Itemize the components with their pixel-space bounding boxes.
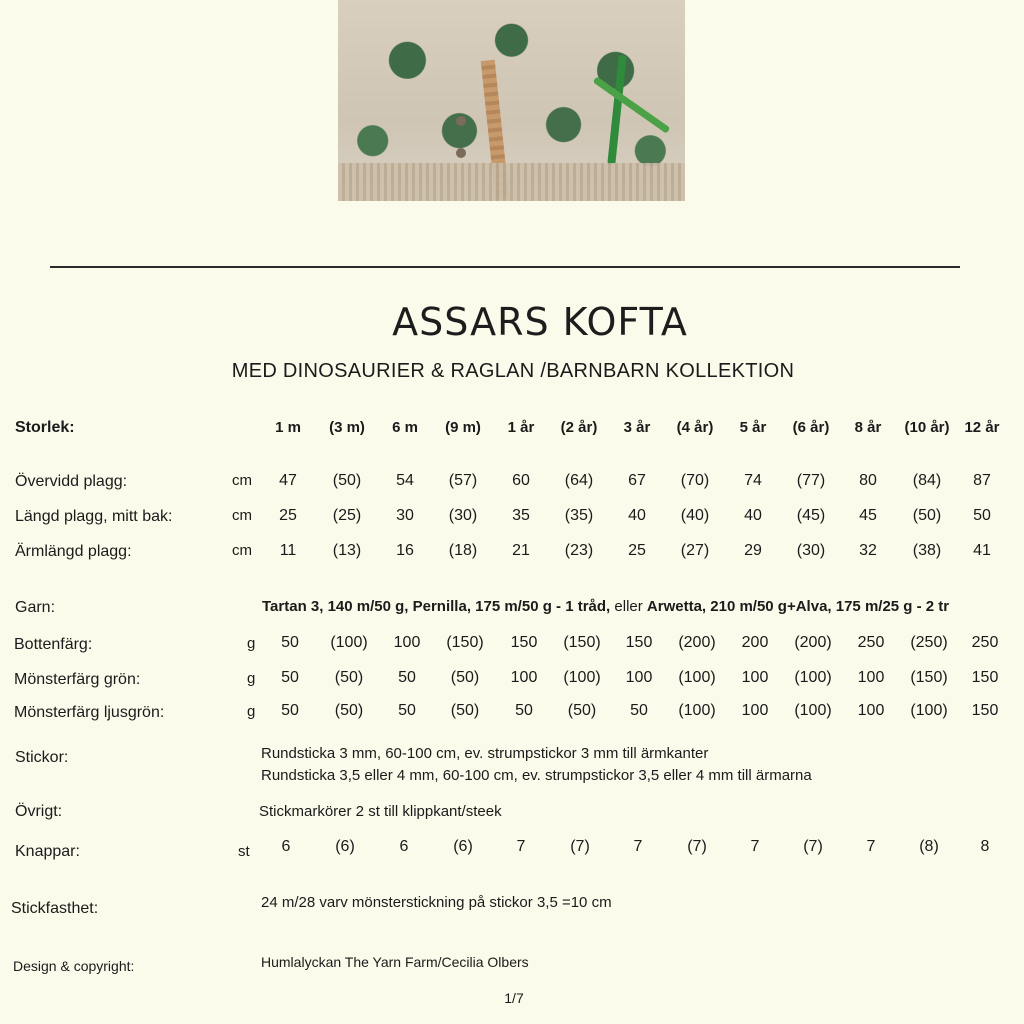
size-cell: 1 m xyxy=(275,419,301,436)
measurement-cell: 29 xyxy=(744,542,762,559)
measurement-cell: (50) xyxy=(912,507,942,524)
measurement-unit: cm xyxy=(232,507,252,524)
knitting-needle xyxy=(593,76,671,133)
size-cell: 12 år xyxy=(964,419,1000,436)
yarn-amount-cell: 100 xyxy=(741,702,769,719)
yarn-amount-cell: 100 xyxy=(741,669,769,686)
measurement-cell: 25 xyxy=(279,507,297,524)
measurement-cell: 30 xyxy=(396,507,414,524)
measurement-cell: (64) xyxy=(564,472,594,489)
measurement-cell: (30) xyxy=(796,542,826,559)
button-count-cell: (7) xyxy=(687,838,707,855)
ribbing xyxy=(338,163,685,201)
yarn-color-label: Mönsterfärg grön: xyxy=(14,671,141,688)
yarn-amount-cell: 100 xyxy=(510,669,538,686)
measurement-cell: 21 xyxy=(512,542,530,559)
size-cell: 3 år xyxy=(623,419,651,436)
measurement-cell: 54 xyxy=(396,472,414,489)
measurement-cell: 67 xyxy=(628,472,646,489)
yarn-amount-cell: 250 xyxy=(971,634,999,651)
size-cell: 8 år xyxy=(854,419,882,436)
measurement-cell: 80 xyxy=(859,472,877,489)
measurement-cell: 40 xyxy=(744,507,762,524)
measurement-cell: (27) xyxy=(680,542,710,559)
measurement-cell: 47 xyxy=(279,472,297,489)
button-count-cell: 6 xyxy=(399,838,409,855)
pattern-title: ASSARS KOFTA xyxy=(392,300,688,344)
size-cell: (9 m) xyxy=(445,419,481,436)
button-count-cell: (6) xyxy=(453,838,473,855)
button-count-cell: (7) xyxy=(570,838,590,855)
button-count-cell: (6) xyxy=(335,838,355,855)
yarn-amount-cell: 100 xyxy=(857,702,885,719)
size-cell: (2 år) xyxy=(560,419,598,436)
yarn-amount-cell: 50 xyxy=(281,634,299,651)
yarn-amount-cell: 100 xyxy=(857,669,885,686)
measurement-cell: (77) xyxy=(796,472,826,489)
yarn-color-label: Mönsterfärg ljusgrön: xyxy=(14,704,165,721)
other-text: Stickmarkörer 2 st till klippkant/steek xyxy=(259,803,502,820)
buttons-label: Knappar: xyxy=(15,843,80,860)
size-cell: (4 år) xyxy=(676,419,714,436)
button-count-cell: 6 xyxy=(281,838,291,855)
yarn-amount-cell: (50) xyxy=(334,669,364,686)
gauge-text: 24 m/28 varv mönsterstickning på stickor 3,5 =10 cm xyxy=(261,894,612,911)
needles-line-1: Rundsticka 3 mm, 60-100 cm, ev. strumpstickor 3 mm till ärmkanter xyxy=(261,745,709,762)
sweater-photo xyxy=(338,0,685,201)
yarn-amount-cell: 100 xyxy=(393,634,421,651)
measurement-unit: cm xyxy=(232,542,252,559)
yarn-amount-cell: (150) xyxy=(563,634,601,651)
measurement-label: Övervidd plagg: xyxy=(15,473,128,490)
size-cell: (10 år) xyxy=(904,419,950,436)
yarn-amount-cell: 150 xyxy=(510,634,538,651)
measurement-cell: (70) xyxy=(680,472,710,489)
yarn-amount-cell: (150) xyxy=(446,634,484,651)
measurement-cell: (84) xyxy=(912,472,942,489)
button-count-cell: 8 xyxy=(980,838,990,855)
yarn-amount-cell: 250 xyxy=(857,634,885,651)
measurement-label: Längd plagg, mitt bak: xyxy=(15,508,173,525)
yarn-amount-cell: (100) xyxy=(563,669,601,686)
size-cell: 1 år xyxy=(507,419,535,436)
measurement-cell: (40) xyxy=(680,507,710,524)
size-cell: 6 m xyxy=(392,419,418,436)
design-text: Humlalyckan The Yarn Farm/Cecilia Olbers xyxy=(261,954,529,970)
button-count-cell: 7 xyxy=(633,838,643,855)
yarn-color-label: Bottenfärg: xyxy=(14,636,93,653)
measurement-cell: 74 xyxy=(744,472,762,489)
yarn-color-unit: g xyxy=(247,635,256,652)
yarn-amount-cell: (50) xyxy=(567,702,597,719)
page-number: 1/7 xyxy=(504,990,524,1006)
yarn-threads-2: - 2 tr xyxy=(912,598,950,615)
gauge-label: Stickfasthet: xyxy=(11,900,99,917)
yarn-amount-cell: 50 xyxy=(281,702,299,719)
yarn-amount-cell: 50 xyxy=(398,669,416,686)
yarn-option-2: Arwetta, 210 m/50 g+Alva, 175 m/25 g xyxy=(646,598,913,615)
buttons-unit: st xyxy=(238,843,250,860)
measurement-cell: 50 xyxy=(973,507,991,524)
measurement-cell: 35 xyxy=(512,507,530,524)
yarn-amount-cell: 150 xyxy=(625,634,653,651)
measurement-cell: (18) xyxy=(448,542,478,559)
yarn-text xyxy=(262,598,949,615)
yarn-option-1: Tartan 3, 140 m/50 g, Pernilla, 175 m/50 g xyxy=(262,598,552,615)
yarn-amount-cell: (50) xyxy=(334,702,364,719)
button-count-cell: (8) xyxy=(919,838,939,855)
yarn-amount-cell: 150 xyxy=(971,702,999,719)
measurement-cell: (23) xyxy=(564,542,594,559)
yarn-amount-cell: 50 xyxy=(515,702,533,719)
yarn-amount-cell: (100) xyxy=(330,634,368,651)
yarn-amount-cell: 50 xyxy=(630,702,648,719)
size-cell: (3 m) xyxy=(329,419,365,436)
measurement-cell: (45) xyxy=(796,507,826,524)
yarn-amount-cell: (100) xyxy=(678,702,716,719)
yarn-amount-cell: (50) xyxy=(450,702,480,719)
sweater-button xyxy=(456,116,466,126)
measurement-cell: (57) xyxy=(448,472,478,489)
button-count-cell: 7 xyxy=(516,838,526,855)
measurement-cell: 45 xyxy=(859,507,877,524)
measurement-cell: (38) xyxy=(912,542,942,559)
yarn-amount-cell: (100) xyxy=(794,702,832,719)
size-label: Storlek: xyxy=(15,419,75,436)
measurement-cell: 41 xyxy=(973,542,991,559)
other-label: Övrigt: xyxy=(15,803,63,820)
measurement-cell: 25 xyxy=(628,542,646,559)
button-count-cell: (7) xyxy=(803,838,823,855)
yarn-or: eller xyxy=(614,598,647,615)
measurement-cell: (13) xyxy=(332,542,362,559)
yarn-amount-cell: 50 xyxy=(281,669,299,686)
size-cell: 5 år xyxy=(739,419,767,436)
yarn-amount-cell: (100) xyxy=(794,669,832,686)
measurement-cell: 11 xyxy=(279,542,297,559)
yarn-amount-cell: 150 xyxy=(971,669,999,686)
pattern-subtitle: MED DINOSAURIER & RAGLAN /BARNBARN KOLLEKTION xyxy=(231,360,795,382)
measurement-cell: 16 xyxy=(396,542,414,559)
measurement-cell: 32 xyxy=(859,542,877,559)
yarn-color-unit: g xyxy=(247,670,256,687)
yarn-amount-cell: (50) xyxy=(450,669,480,686)
button-count-cell: 7 xyxy=(866,838,876,855)
yarn-amount-cell: (250) xyxy=(910,634,948,651)
needles-label: Stickor: xyxy=(15,749,69,766)
yarn-amount-cell: (100) xyxy=(678,669,716,686)
measurement-cell: 87 xyxy=(973,472,991,489)
measurement-cell: (30) xyxy=(448,507,478,524)
yarn-amount-cell: 50 xyxy=(398,702,416,719)
yarn-amount-cell: (200) xyxy=(678,634,716,651)
measurement-cell: (50) xyxy=(332,472,362,489)
sweater-button xyxy=(456,148,466,158)
yarn-amount-cell: 100 xyxy=(625,669,653,686)
yarn-color-unit: g xyxy=(247,703,256,720)
size-cell: (6 år) xyxy=(792,419,830,436)
measurement-cell: 60 xyxy=(512,472,530,489)
yarn-amount-cell: (150) xyxy=(910,669,948,686)
yarn-threads-1: - 1 tråd, xyxy=(551,598,615,615)
yarn-amount-cell: 200 xyxy=(741,634,769,651)
measurement-cell: (25) xyxy=(332,507,362,524)
knitting-needle xyxy=(607,55,626,165)
measurement-unit: cm xyxy=(232,472,252,489)
measurement-cell: (35) xyxy=(564,507,594,524)
yarn-amount-cell: (200) xyxy=(794,634,832,651)
divider-rule xyxy=(50,266,960,268)
yarn-label: Garn: xyxy=(15,599,56,616)
design-label: Design & copyright: xyxy=(13,958,135,974)
needles-line-2: Rundsticka 3,5 eller 4 mm, 60-100 cm, ev. strumpstickor 3,5 eller 4 mm till ärmarna xyxy=(261,767,812,784)
button-count-cell: 7 xyxy=(750,838,760,855)
measurement-cell: 40 xyxy=(628,507,646,524)
yarn-amount-cell: (100) xyxy=(910,702,948,719)
measurement-label: Ärmlängd plagg: xyxy=(15,543,132,560)
